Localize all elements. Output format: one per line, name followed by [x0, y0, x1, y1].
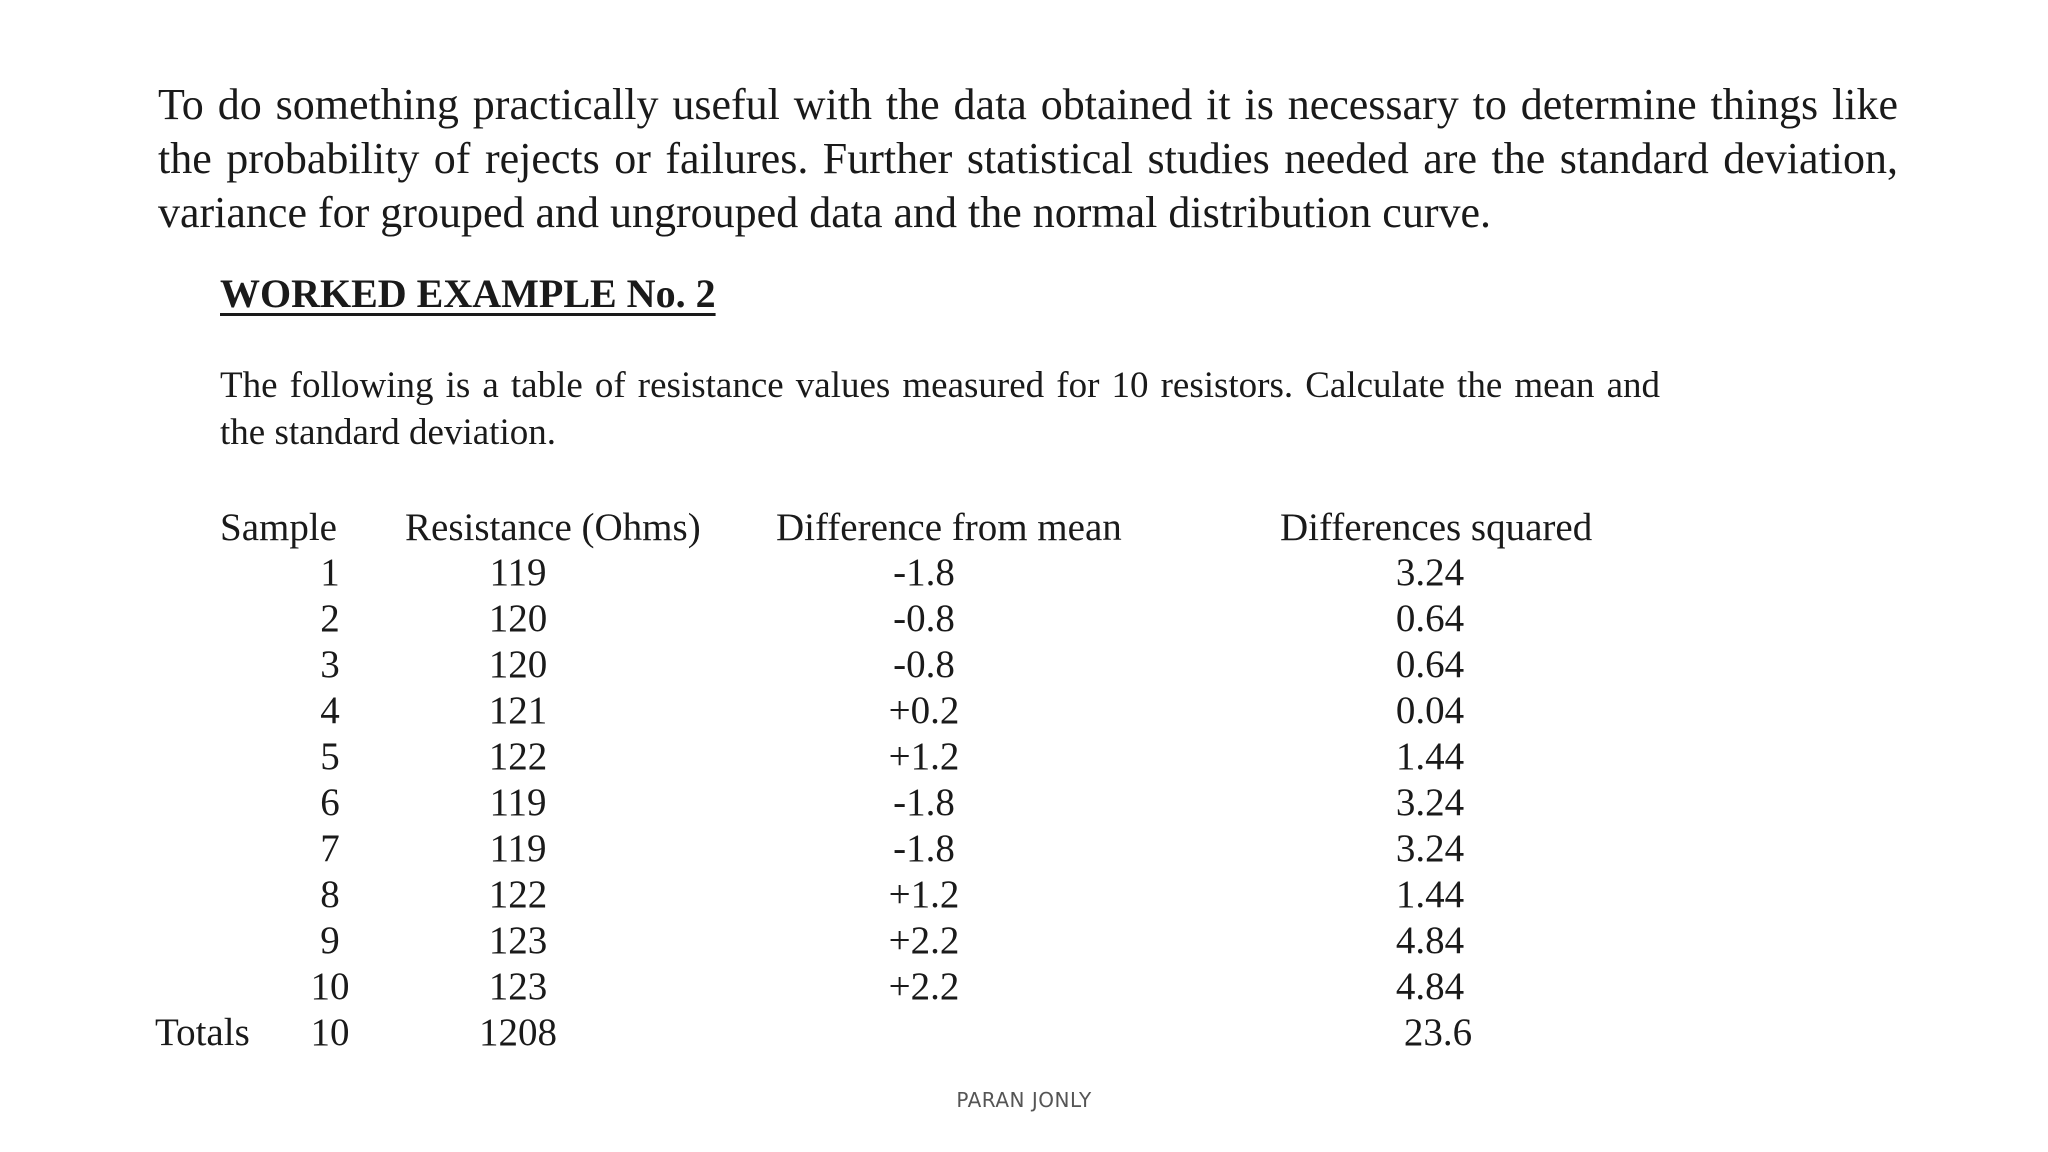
cell-resistance: 123	[488, 919, 548, 962]
cell-sample: 10	[310, 965, 350, 1008]
problem-statement: The following is a table of resistance values measured for 10 resistors. Calculate the mean and the standard deviation.	[220, 365, 1660, 453]
cell-difference: -1.8	[893, 781, 955, 824]
cell-squared: 0.64	[1395, 643, 1465, 686]
cell-sample: 7	[320, 827, 340, 870]
cell-squared: 3.24	[1395, 827, 1465, 870]
cell-squared: 1.44	[1395, 735, 1465, 778]
intro-paragraph: To do something practically useful with the data obtained it is necessary to determine things like the probability of rejects or failures. Further statistical studies needed are the standard deviation, variance for grouped and ungrouped data and the normal distribution curve.	[158, 80, 1898, 237]
header-resistance: Resistance (Ohms)	[405, 506, 701, 549]
cell-sample: 5	[320, 735, 340, 778]
cell-sample: 1	[320, 551, 340, 594]
cell-squared: 3.24	[1395, 781, 1465, 824]
cell-difference: -1.8	[893, 551, 955, 594]
totals-squared: 23.6	[1403, 1011, 1473, 1054]
cell-sample: 3	[320, 643, 340, 686]
cell-sample: 9	[320, 919, 340, 962]
cell-difference: +2.2	[888, 965, 960, 1008]
cell-resistance: 122	[488, 873, 548, 916]
cell-difference: +2.2	[888, 919, 960, 962]
cell-difference: +1.2	[888, 873, 960, 916]
header-squared: Differences squared	[1280, 506, 1593, 549]
cell-difference: +0.2	[888, 689, 960, 732]
totals-resistance: 1208	[479, 1011, 557, 1054]
header-difference: Difference from mean	[776, 506, 1122, 549]
cell-sample: 8	[320, 873, 340, 916]
cell-difference: -0.8	[893, 643, 955, 686]
cell-resistance: 119	[489, 551, 547, 594]
cell-sample: 4	[320, 689, 340, 732]
worked-example-heading: WORKED EXAMPLE No. 2	[220, 271, 716, 316]
cell-resistance: 122	[488, 735, 548, 778]
cell-resistance: 120	[488, 597, 548, 640]
cell-difference: -0.8	[893, 597, 955, 640]
cell-resistance: 119	[489, 781, 547, 824]
cell-resistance: 121	[488, 689, 548, 732]
totals-label: Totals	[155, 1011, 250, 1054]
cell-sample: 2	[320, 597, 340, 640]
cell-squared: 0.04	[1395, 689, 1465, 732]
cell-resistance: 123	[488, 965, 548, 1008]
cell-resistance: 120	[488, 643, 548, 686]
header-sample: Sample	[220, 506, 337, 549]
cell-difference: -1.8	[893, 827, 955, 870]
cell-squared: 1.44	[1395, 873, 1465, 916]
footer-credit: PARAN JONLY	[956, 1088, 1092, 1112]
cell-squared: 0.64	[1395, 597, 1465, 640]
cell-difference: +1.2	[888, 735, 960, 778]
cell-squared: 4.84	[1395, 965, 1465, 1008]
totals-sample: 10	[310, 1011, 350, 1054]
cell-sample: 6	[320, 781, 340, 824]
cell-squared: 3.24	[1395, 551, 1465, 594]
cell-squared: 4.84	[1395, 919, 1465, 962]
cell-resistance: 119	[489, 827, 547, 870]
